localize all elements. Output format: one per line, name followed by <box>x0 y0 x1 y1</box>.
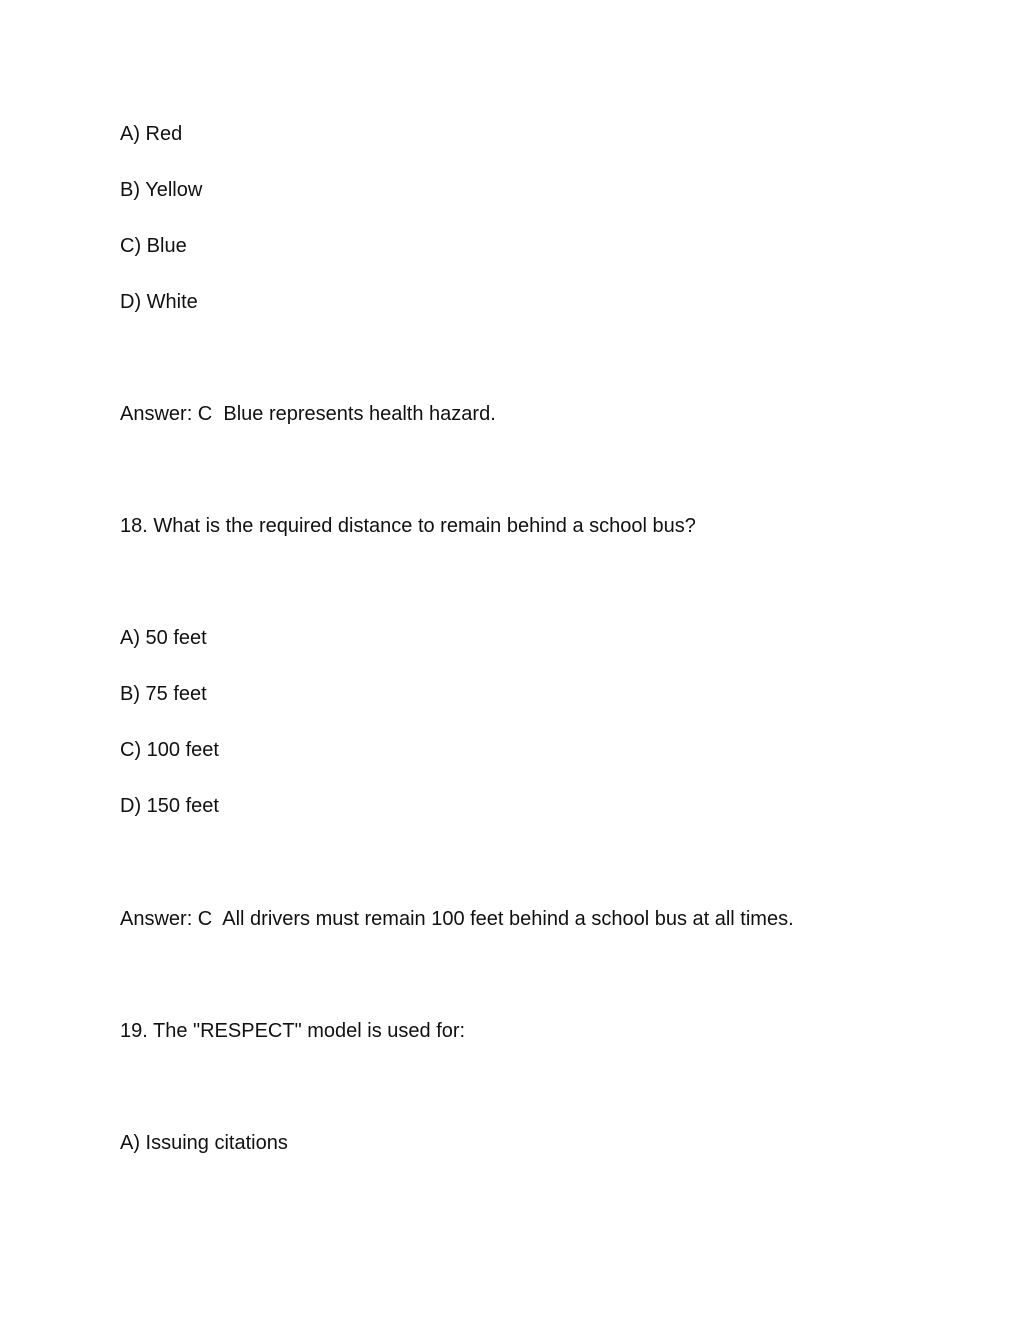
q18-option-d: D) 150 feet <box>120 795 219 817</box>
q17-option-b: B) Yellow <box>120 179 203 201</box>
q18-answer: Answer: C All drivers must remain 100 feet behind a school bus at all times. <box>120 908 794 930</box>
q17-option-a: A) Red <box>120 123 183 145</box>
q17-option-c: C) Blue <box>120 235 187 257</box>
q18-option-c: C) 100 feet <box>120 739 219 761</box>
q18-option-b: B) 75 feet <box>120 683 207 705</box>
q18-question: 18. What is the required distance to remain behind a school bus? <box>120 515 696 537</box>
q19-option-a: A) Issuing citations <box>120 1132 288 1154</box>
q17-option-d: D) White <box>120 291 198 313</box>
q18-option-a: A) 50 feet <box>120 627 207 649</box>
q17-answer: Answer: C Blue represents health hazard. <box>120 403 496 425</box>
q19-question: 19. The "RESPECT" model is used for: <box>120 1020 466 1042</box>
